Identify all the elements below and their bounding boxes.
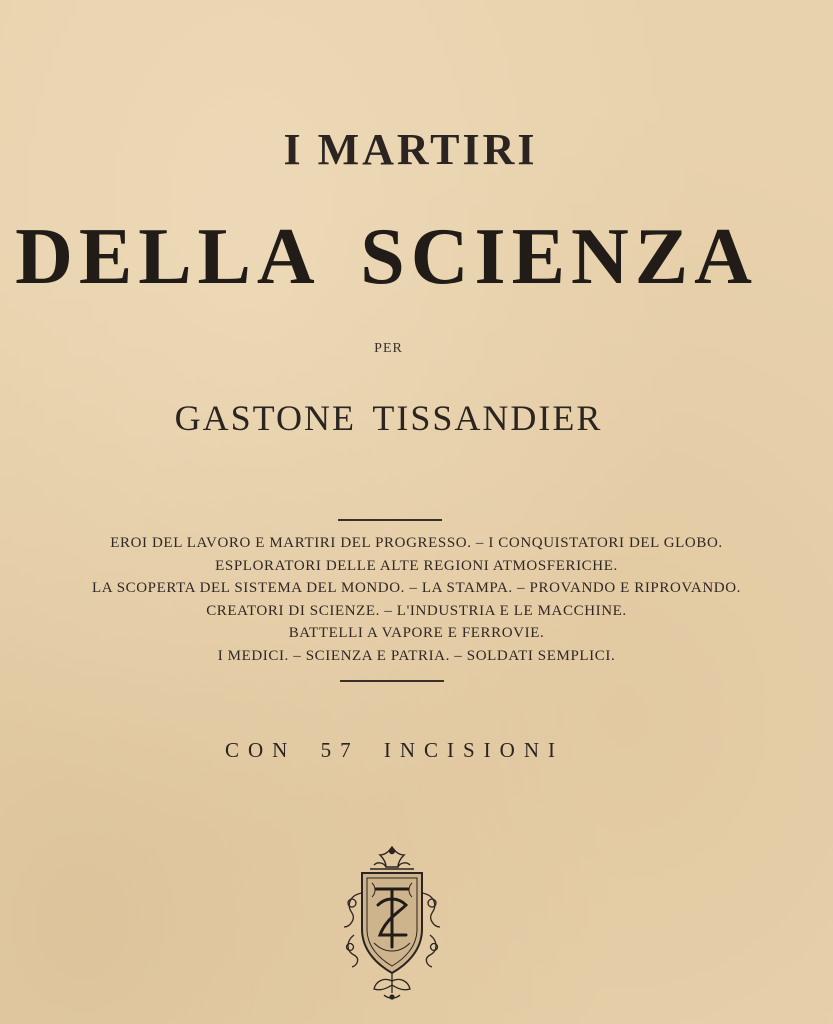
author-name: GASTONE TISSANDIER — [174, 398, 603, 438]
divider-rule-bottom — [340, 680, 444, 682]
contents-line: ESPLORATORI DELLE ALTE REGIONI ATMOSFERICHE. — [215, 557, 618, 574]
divider-rule-top — [338, 519, 442, 521]
publisher-monogram-emblem-icon — [340, 843, 444, 1003]
contents-line: LA SCOPERTA DEL SISTEMA DEL MONDO. – LA STAMPA. – PROVANDO E RIPROVANDO. — [91, 580, 741, 596]
contents-line: I MEDICI. – SCIENZA E PATRIA. – SOLDATI SEMPLICI. — [217, 647, 616, 664]
illustrations-note: CON 57 INCISIONI — [225, 738, 564, 762]
contents-line: EROI DEL LAVORO E MARTIRI DEL PROGRESSO. – I CONQUISTATORI DEL GLOBO. — [110, 535, 723, 551]
title-line-2: DELLA SCIENZA — [15, 213, 758, 301]
contents-line: BATTELLI A VAPORE E FERROVIE. — [288, 625, 545, 641]
contents-line: CREATORI DI SCIENZE. – L'INDUSTRIA E LE MACCHINE. — [206, 602, 627, 619]
contents-list — [0, 532, 833, 667]
title-line-1: I MARTIRI — [283, 125, 538, 174]
byline-per: PER — [374, 341, 403, 356]
